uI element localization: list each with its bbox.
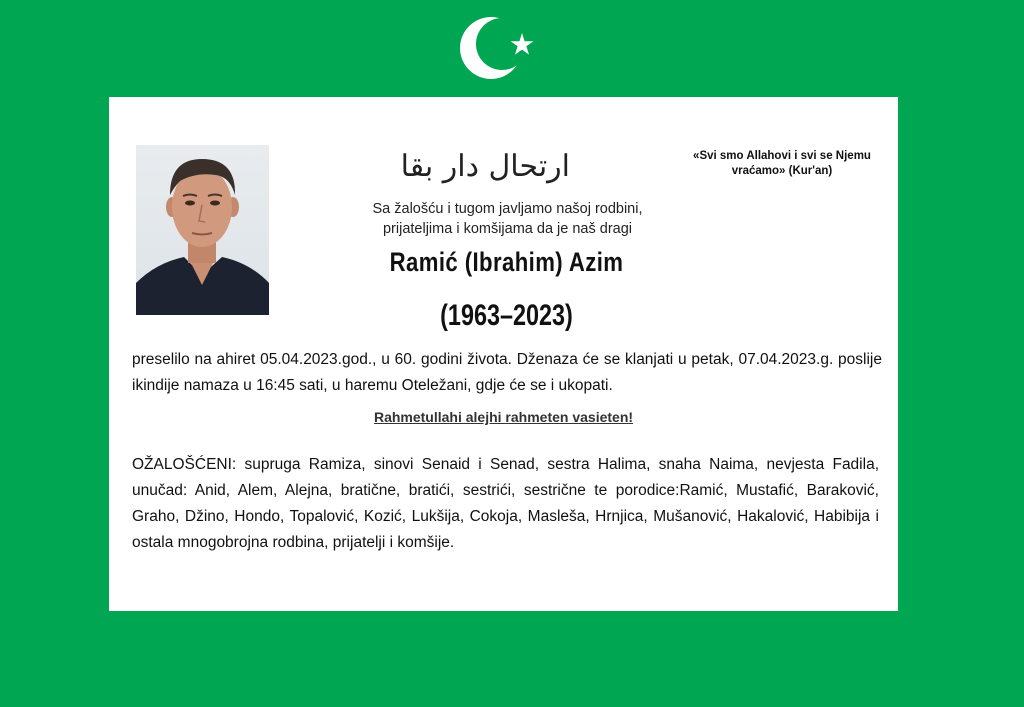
intro-line-2: prijateljima i komšijama da je naš dragi <box>382 221 633 237</box>
intro-text <box>309 199 706 239</box>
portrait-photo <box>136 145 269 315</box>
intro-line-1: Sa žalošću i tugom javljamo našoj rodbini, <box>372 201 643 217</box>
quran-quote: «Svi smo Allahovi i svi se Njemu vraćamo» (Kur'an) <box>693 150 871 177</box>
prayer-line: Rahmetullahi alejhi rahmeten vasieten! <box>373 409 634 425</box>
arabic-heading: ارتحال دار بقا <box>400 149 570 184</box>
arabic-calligraphy <box>400 145 570 193</box>
mourners-list: OŽALOŠĆENI: supruga Ramiza, sinovi Senaid i Senad, sestra Halima, snaha Naima, nevjesta Fadila, unučad: Anid, Alem, Alejna, bratične, bratići, sestrići, sestrične te porodice:Ramić, Mustafić, Baraković, Graho, Džino, Hondo, Topalović, Kozić, Lukšija, Cokoja, Masleša, Hrnjica, Mušanović, Hakalović, Habibija i ostala mnogobrojna rodbina, prijatelji i komšije. <box>132 456 879 551</box>
life-years: (1963–2023) <box>440 299 573 332</box>
crescent-star-icon <box>455 10 545 86</box>
deceased-name: Ramić (Ibrahim) Azim <box>389 247 624 277</box>
obituary-card <box>109 97 898 611</box>
funeral-details: preselilo na ahiret 05.04.2023.god., u 60. godini života. Dženaza će se klanjati u petak, 07.04.2023.g. poslije ikindije namaza u 16:45 sati, u haremu Oteležani, gdje će se i ukopati. <box>132 351 882 394</box>
